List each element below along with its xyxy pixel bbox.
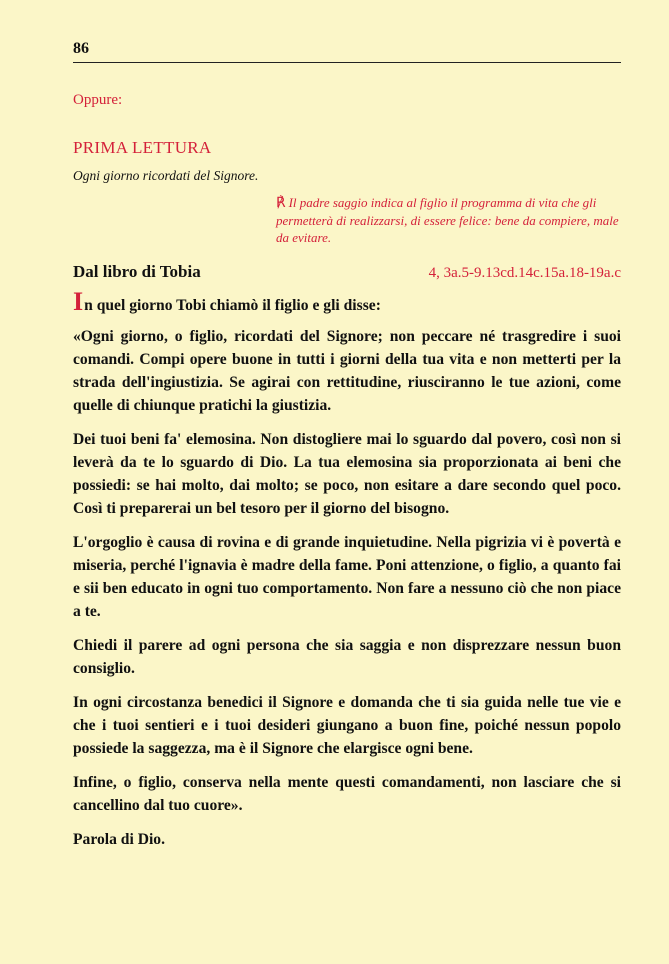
opening-line	[73, 287, 621, 317]
response-mark-icon: ℟	[276, 196, 286, 211]
reading-body	[73, 287, 621, 862]
book-title: Dal libro di Tobia	[73, 262, 201, 281]
reading-title: PRIMA LETTURA	[73, 138, 212, 157]
paragraph: Infine, o figlio, conserva nella mente questi comandamenti, non lasciare che si cancellino dal tuo cuore».	[73, 774, 621, 814]
drop-cap: I	[73, 287, 84, 316]
page-number: 86	[73, 40, 89, 57]
paragraph: «Ogni giorno, o figlio, ricordati del Signore; non peccare né trasgredire i suoi comandi. Compi opere buone in tutti i giorni della tua vita e non metterti per la strada dell'ingiustizia. Se agirai con rettitudine, riusciranno le tue azioni, come quelle di chiunque pratichi la giustizia.	[73, 328, 621, 414]
source-row	[73, 262, 621, 282]
reading-intro-text: Il padre saggio indica al figlio il programma di vita che gli permetterà di realizzarsi, di essere felice: bene da compiere, male da evitare.	[276, 195, 619, 245]
reading-intro	[276, 194, 626, 246]
paragraph: In ogni circostanza benedici il Signore e domanda che ti sia guida nelle tue vie e che i tuoi sentieri e i tuoi desideri giungano a buon fine, poiché nessun popolo possiede la saggezza, ma è il Signore che elargisce ogni bene.	[73, 694, 621, 757]
reading-subtitle: Ogni giorno ricordati del Signore.	[73, 168, 259, 183]
closing-acclamation: Parola di Dio.	[73, 831, 165, 848]
scripture-reference: 4, 3a.5-9.13cd.14c.15a.18-19a.c	[428, 265, 621, 281]
paragraph: Dei tuoi beni fa' elemosina. Non distogliere mai lo sguardo dal povero, così non si leverà da te lo sguardo di Dio. La tua elemosina sia proporzionata ai beni che possiedi: se hai molto, dai molto; se poco, non esitare a dare secondo quel poco. Così ti preparerai un bel tesoro per il giorno del bisogno.	[73, 431, 621, 517]
header-rule	[73, 62, 621, 63]
opening-text: n quel giorno Tobi chiamò il figlio e gli disse:	[84, 297, 381, 314]
oppure-label: Oppure:	[73, 92, 123, 108]
paragraph: L'orgoglio è causa di rovina e di grande inquietudine. Nella pigrizia vi è povertà e miseria, perché l'ignavia è madre della fame. Poni attenzione, o figlio, a quanto fai e sii ben educato in ogni tuo comportamento. Non fare a nessuno ciò che non piace a te.	[73, 534, 621, 620]
paragraph: Chiedi il parere ad ogni persona che sia saggia e non disprezzare nessun buon consiglio.	[73, 637, 621, 677]
